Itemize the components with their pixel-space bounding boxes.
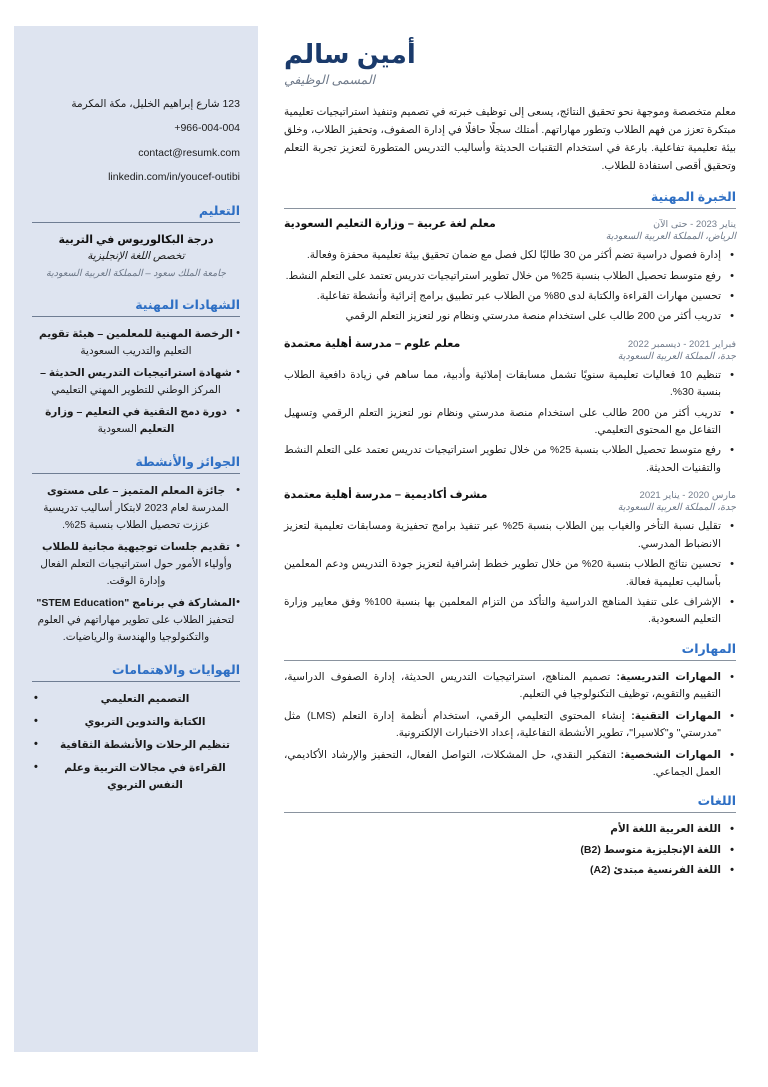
certification-title: دورة دمج التقنية في التعليم – وزارة التعليم <box>45 405 227 435</box>
experience-entry-header <box>284 337 736 350</box>
experience-entry <box>284 217 736 326</box>
list-item: • تدريب أكثر من 200 طالب على استخدام منصة مدرستي ونظام نور لتعزيز التعلم الرقمي وتسهيل التفاعل مع المحتوى التعليمي. <box>284 405 736 440</box>
experience-role: معلم علوم – مدرسة أهلية معتمدة <box>284 337 461 350</box>
divider <box>32 681 240 682</box>
skill-label: المهارات التقنية: <box>631 709 722 722</box>
divider <box>284 208 736 209</box>
award-detail: لتحفيز الطلاب على تطوير مهاراتهم في العلوم والتكنولوجيا والهندسة والرياضيات. <box>37 613 235 643</box>
list-item: • اللغة الإنجليزية متوسط (B2) <box>284 842 736 859</box>
list-item: • تحسين نتائج الطلاب بنسبة 20% من خلال تطوير خطط إشرافية لتعزيز جودة التدريس ودعم المعلمين بأساليب تعليمية فعالة. <box>284 556 736 591</box>
languages-list <box>284 821 736 879</box>
award-detail: وأولياء الأمور حول استراتيجيات التعلم الفعال وإدارة الوقت. <box>40 557 232 587</box>
certification-title: شهادة استراتيجيات التدريس الحديثة – <box>40 366 232 379</box>
languages-heading: اللغات <box>697 794 736 809</box>
experience-heading: الخبرة المهنية <box>650 190 736 205</box>
list-item <box>32 404 240 438</box>
list-item <box>284 669 736 704</box>
contact-phone[interactable]: +966-004-004 <box>174 122 240 135</box>
contact-linkedin[interactable]: linkedin.com/in/youcef-outibi <box>108 170 240 183</box>
experience-location: جدة، المملكة العربية السعودية <box>617 502 736 514</box>
education-school: جامعة الملك سعود – المملكة العربية السعودية <box>46 267 226 279</box>
certifications-section <box>32 297 240 438</box>
languages-section <box>284 793 736 879</box>
list-item <box>32 483 240 534</box>
list-item: • تنظيم 10 فعاليات تعليمية سنويًا تشمل مسابقات إملائية وأدبية، مما ساهم في زيادة دافعية الطلاب بنسبة 30%. <box>284 367 736 402</box>
experience-entry <box>284 337 736 478</box>
list-item <box>32 326 240 360</box>
list-item: • القراءة في مجالات التربية وعلم النفس التربوي <box>32 760 240 794</box>
certification-title: الرخصة المهنية للمعلمين – هيئة تقويم <box>39 327 233 340</box>
divider <box>32 316 240 317</box>
experience-location: جدة، المملكة العربية السعودية <box>617 350 736 362</box>
contact-block <box>32 96 240 185</box>
skill-text: تصميم المناهج، استراتيجيات التدريس الحديثة، إدارة الصفوف الدراسية، التقييم والتقويم، توظيف التكنولوجيا في التعليم. <box>284 670 721 701</box>
list-item <box>284 708 736 743</box>
certification-detail: السعودية <box>97 422 137 435</box>
divider <box>284 660 736 661</box>
divider <box>284 812 736 813</box>
awards-section <box>32 454 240 646</box>
certification-detail: التعليم والتدريب السعودية <box>80 344 192 357</box>
experience-role: مشرف أكاديمية – مدرسة أهلية معتمدة <box>284 489 488 502</box>
hobbies-list <box>32 691 240 794</box>
experience-date: يناير 2023 - حتى الآن <box>653 219 736 231</box>
award-title: جائزة المعلم المتميز – على مستوى <box>46 484 226 497</box>
list-item <box>32 365 240 399</box>
experience-bullets <box>284 518 736 629</box>
list-item: • اللغة الفرنسية مبتدئ (A2) <box>284 862 736 879</box>
skill-text: إنشاء المحتوى التعليمي الرقمي، استخدام أنظمة إدارة التعلم (LMS) مثل "مدرستي" و"كلاسيرا"، تطوير الأنشطة التفاعلية، إعداد الاختبارات الإلكترونية. <box>284 709 721 740</box>
hobbies-heading: الهوايات والاهتمامات <box>112 662 240 677</box>
job-title: المسمى الوظيفي <box>284 72 375 87</box>
sidebar <box>14 26 258 1052</box>
page-title: أمين سالم <box>284 39 416 69</box>
skills-heading: المهارات <box>681 641 736 656</box>
award-title: المشاركة في برنامج "STEM Education" <box>36 596 236 609</box>
contact-address: 123 شارع إبراهيم الخليل، مكة المكرمة <box>71 98 240 110</box>
list-item: • تقليل نسبة التأخر والغياب بين الطلاب بنسبة 25% عبر تنفيذ برامج تحفيزية ومسابقات تعليمية لتعزيز الانضباط المدرسي. <box>284 518 736 553</box>
list-item: • الكتابة والتدوين التربوي <box>32 714 240 731</box>
list-item: • تدريب أكثر من 200 طالب على استخدام منصة مدرستي ونظام نور لتعزيز التعلم الرقمي <box>284 308 736 325</box>
divider <box>32 473 240 474</box>
education-field: تخصص اللغة الإنجليزية <box>87 249 185 262</box>
certifications-heading: الشهادات المهنية <box>135 297 240 312</box>
experience-section <box>284 189 736 629</box>
award-detail: المدرسة لعام 2023 لابتكار أساليب تدريسية عززت تحصيل الطلاب بنسبة 25%. <box>43 501 229 531</box>
list-item <box>32 595 240 646</box>
experience-role: معلم لغة عربية – وزارة التعليم السعودية <box>284 218 496 231</box>
experience-entry-header <box>284 488 736 501</box>
main-column <box>268 26 754 892</box>
education-heading: التعليم <box>198 204 240 219</box>
awards-list <box>32 483 240 646</box>
list-item: • إدارة فصول دراسية تضم أكثر من 30 طالبًا لكل فصل مع ضمان تحقيق بيئة تعليمية محفزة وفعالة. <box>284 247 736 264</box>
experience-date: مارس 2020 - يناير 2021 <box>639 490 736 502</box>
experience-date: فبراير 2021 - ديسمبر 2022 <box>627 338 736 350</box>
list-item: • التصميم التعليمي <box>32 691 240 708</box>
list-item <box>284 747 736 782</box>
list-item: • رفع متوسط تحصيل الطلاب بنسبة 25% من خلال تطوير استراتيجيات تدريس تعتمد على التعلم النشط والتقنيات الحديثة. <box>284 442 736 477</box>
certification-detail: المركز الوطني للتطوير المهني التعليمي <box>51 383 221 396</box>
experience-entry <box>284 488 736 629</box>
hobbies-section <box>32 662 240 794</box>
skill-label: المهارات الشخصية: <box>620 748 721 761</box>
list-item: • الإشراف على تنفيذ المناهج الدراسية والتأكد من التزام المعلمين بها بنسبة 100% وفق معايير وزارة التعليم السعودية. <box>284 594 736 629</box>
list-item <box>32 539 240 590</box>
experience-entry-header <box>284 217 736 230</box>
skill-text: التفكير النقدي، حل المشكلات، التواصل الفعال، التحفيز والإرشاد الأكاديمي، العمل الجماعي. <box>284 748 721 778</box>
experience-bullets <box>284 367 736 478</box>
skills-section <box>284 641 736 782</box>
education-degree: درجة البكالوريوس في التربية <box>58 234 214 247</box>
list-item: • اللغة العربية اللغة الأم <box>284 821 736 838</box>
divider <box>32 222 240 223</box>
experience-location: الرياض، المملكة العربية السعودية <box>605 231 736 243</box>
list-item: • تنظيم الرحلات والأنشطة الثقافية <box>32 737 240 754</box>
skills-list <box>284 669 736 782</box>
list-item: • تحسين مهارات القراءة والكتابة لدى 80% من الطلاب عبر تطبيق برامج إثرائية وأنشطة تفاعلية. <box>284 288 736 305</box>
education-section <box>32 203 240 281</box>
certifications-list <box>32 326 240 438</box>
skill-label: المهارات التدريسية: <box>616 670 721 683</box>
professional-summary: معلم متخصصة وموجهة نحو تحقيق النتائج، يسعى إلى توظيف خبرته في تصميم وتنفيذ استراتيجيات تعليمية مبتكرة تعزز من فهم الطلاب وتطور مهاراتهم. أمتلك سجلًا حافلًا في إدارة الصفوف، وتحفيز الطلاب، وخلق بيئة تعليمية تفاعلية. بارعة في استخدام التقنيات الحديثة وأساليب التدريس المتطورة لتعزيز تجربة التعلم وتحقيق أقصى استفادة للطلاب. <box>284 105 736 173</box>
award-title: تقديم جلسات توجيهية مجانية للطلاب <box>42 540 230 553</box>
experience-bullets <box>284 247 736 326</box>
awards-heading: الجوائز والأنشطة <box>135 454 240 469</box>
contact-email[interactable]: contact@resumk.com <box>138 146 240 159</box>
list-item: • رفع متوسط تحصيل الطلاب بنسبة 25% من خلال تطوير استراتيجيات تدريس تعتمد على التعلم النشط. <box>284 268 736 285</box>
